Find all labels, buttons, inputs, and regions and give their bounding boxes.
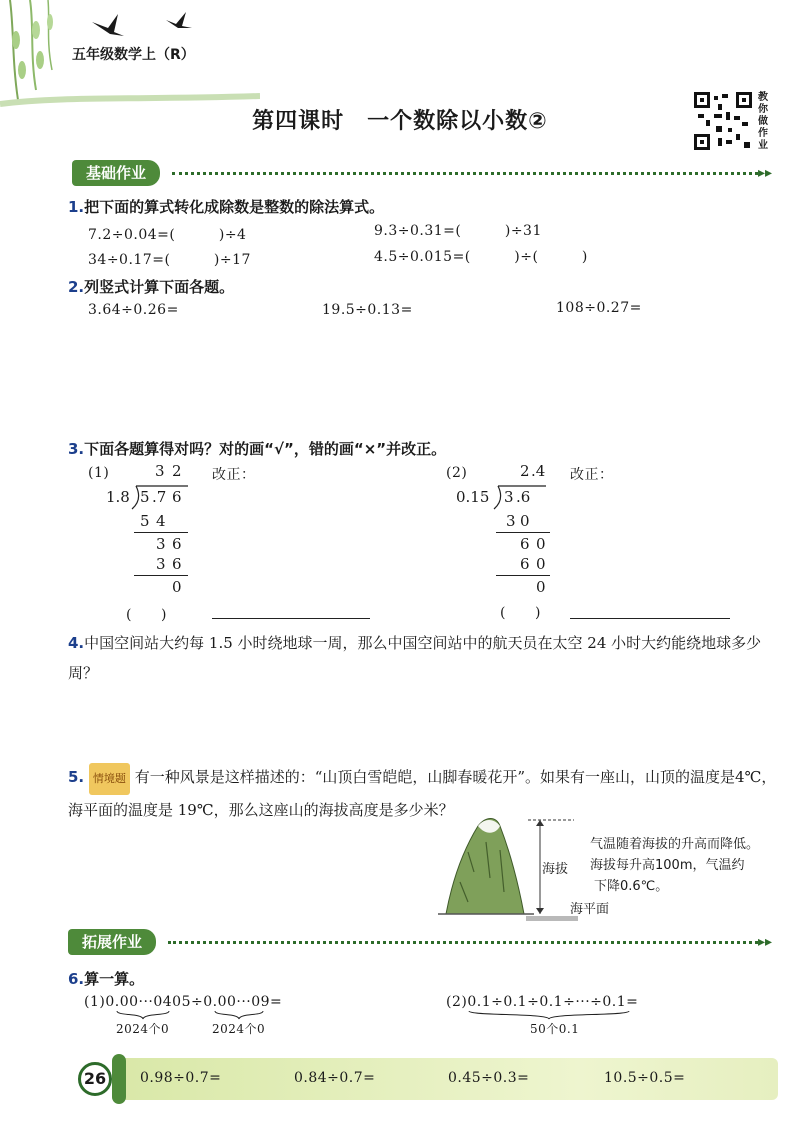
correction-answer-line[interactable] (212, 618, 370, 619)
arrow-right-icon: ▸▸ (758, 934, 773, 950)
q6-expression-1: (1)0.00···0405÷0.00···09= (84, 994, 283, 1010)
q3-part1-label: (1) (88, 465, 110, 481)
q3-p2-step-digit: 6 (520, 555, 530, 573)
q2-item-3: 108÷0.27= (556, 300, 642, 316)
q2-item-1: 3.64÷0.26= (88, 302, 179, 318)
q3-p1-correct-label: 改正： (212, 467, 256, 483)
altitude-label: 海拔 (542, 862, 569, 877)
footer-item-4: 10.5÷0.5= (604, 1070, 686, 1086)
footer-item-2: 0.84÷0.7= (294, 1070, 376, 1086)
footer-item-3: 0.45÷0.3= (448, 1070, 530, 1086)
q3-p2-step-digit: 3 (506, 512, 516, 530)
division-line (496, 575, 550, 576)
q3-p1-step-digit: 4 (156, 512, 166, 530)
sealevel-label: 海平面 (570, 902, 610, 917)
q3-p1-step-digit: 3 (156, 535, 166, 553)
q3-p1-divisor: 1.8 (106, 488, 130, 506)
question-4: 4.中国空间站大约每 1.5 小时绕地球一周，那么中国空间站中的航天员在太空 24 小时大约能绕地球多少周？ (68, 634, 762, 682)
q3-p2-quotient-digit: .4 (531, 462, 546, 480)
section-banner-extend: 拓展作业 (68, 929, 156, 955)
footer-item-1: 0.98÷0.7= (140, 1070, 222, 1086)
q3-p1-step-digit: 6 (172, 555, 182, 573)
q3-p2-step-digit: 0 (536, 555, 546, 573)
q3-p2-step-digit: 0 (536, 535, 546, 553)
scenario-tag: 情境题 (89, 763, 130, 795)
question-2-title: 2.列竖式计算下面各题。 (68, 278, 235, 296)
q3-p1-quotient-digit: 3 (155, 462, 165, 480)
q3-p2-dividend-digit: .6 (516, 488, 531, 506)
q6-expression-2: (2)0.1÷0.1÷0.1÷···÷0.1= (446, 994, 639, 1010)
lesson-title: 第四课时 一个数除以小数② (252, 109, 548, 134)
brace-icon (468, 1010, 630, 1020)
q1-item-2: 9.3÷0.31=( )÷31 (374, 223, 542, 239)
temperature-note: 气温随着海拔的升高而降低。 海拔每升高100m，气温约 下降0.6℃。 (590, 837, 760, 894)
brace-label-1b: 2024个0 (212, 1022, 266, 1036)
q3-p1-judge-blank[interactable]: ( ) (126, 607, 167, 623)
brace-label-2: 50个0.1 (530, 1022, 580, 1036)
q3-p2-quotient-digit: 2 (520, 462, 530, 480)
section-banner-basic: 基础作业 (72, 160, 160, 186)
q3-p1-dividend-digit: 6 (172, 488, 182, 506)
q3-p2-divisor: 0.15 (456, 488, 490, 506)
brace-label-1a: 2024个0 (116, 1022, 170, 1036)
correction-answer-line[interactable] (570, 618, 730, 619)
q3-p1-quotient-digit: 2 (172, 462, 182, 480)
division-line (134, 575, 188, 576)
q3-p2-remainder: 0 (536, 578, 546, 596)
q3-p1-remainder: 0 (172, 578, 182, 596)
q3-p2-judge-blank[interactable]: ( ) (500, 605, 541, 621)
division-line (496, 532, 550, 533)
brace-icon (214, 1010, 264, 1020)
q2-item-2: 19.5÷0.13= (322, 302, 413, 318)
q3-p1-step-digit: 5 (140, 512, 150, 530)
banner-dotted-line (168, 941, 758, 944)
q3-p2-step-digit: 0 (520, 512, 530, 530)
question-5: 5. 情境题 有一种风景是这样描述的：“山顶白雪皑皑，山脚春暖花开”。如果有一座山，山顶的温度是4℃，海平面的温度是 19℃，那么这座山的海拔高度是多少米？ (68, 762, 780, 825)
banner-dotted-line (172, 172, 758, 175)
question-1-title: 1.把下面的算式转化成除数是整数的除法算式。 (68, 198, 385, 216)
question-3-title: 3.下面各题算得对吗？对的画“√”，错的画“×”并改正。 (68, 440, 447, 458)
q3-part2-label: (2) (446, 465, 468, 481)
q3-p1-dividend-digit: .7 (152, 488, 167, 506)
q1-item-3: 34÷0.17=( )÷17 (88, 252, 251, 268)
q3-p2-correct-label: 改正： (570, 467, 614, 483)
grade-label: 五年级数学上（R） (72, 47, 195, 63)
q1-item-1: 7.2÷0.04=( )÷4 (88, 227, 247, 243)
q3-p2-step-digit: 6 (520, 535, 530, 553)
qr-label: 教你做作业 (758, 92, 768, 151)
q1-item-4: 4.5÷0.015=( )÷( ) (374, 249, 588, 265)
q3-p1-dividend-digit: 5 (140, 488, 150, 506)
swallow-icon (88, 8, 198, 42)
q3-p2-dividend-digit: 3 (504, 488, 514, 506)
arrow-right-icon: ▸▸ (758, 165, 773, 181)
division-line (134, 532, 188, 533)
page-number: 26 (78, 1062, 112, 1096)
q3-p1-step-digit: 6 (172, 535, 182, 553)
qr-code-icon (694, 92, 752, 150)
brace-icon (116, 1010, 170, 1020)
footer-bar-cap (112, 1054, 126, 1104)
question-6-title: 6.算一算。 (68, 970, 145, 988)
q3-p1-step-digit: 3 (156, 555, 166, 573)
